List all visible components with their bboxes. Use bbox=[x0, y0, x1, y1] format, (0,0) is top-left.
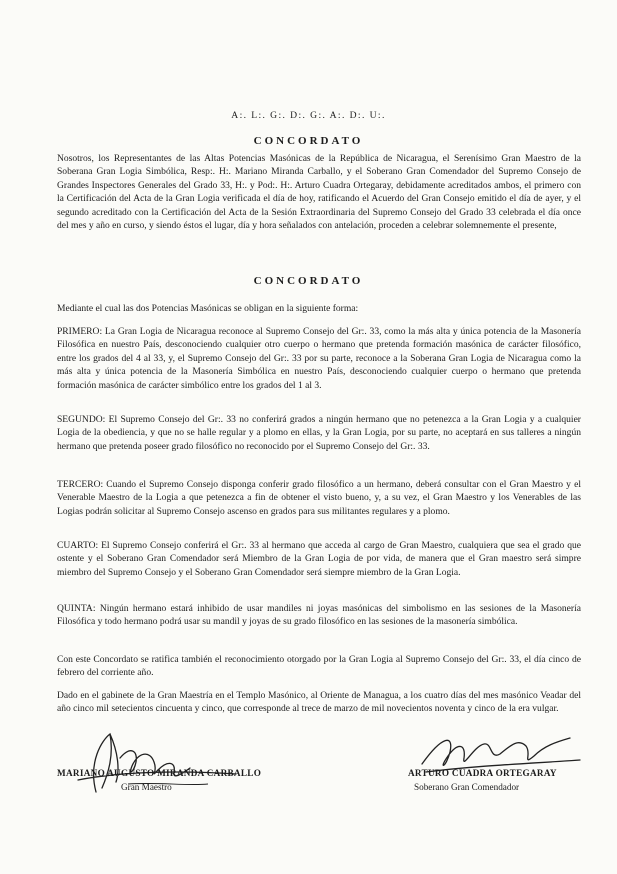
intro-paragraph: Nosotros, los Representantes de las Altas Potencias Masónicas de la República de Nicaragua, el Serenísimo Gran Maestro de la Soberana Gran Logia Simbólica, Resp:. H:. Mariano Miranda Carballo, y el Soberano Gran Comendador del Supremo Consejo de Grandes Inspectores Generales del Grado 33, H:. y Pod:. H:. Arturo Cuadra Ortegaray, debidamente acreditados ambos, el primero con la Certificación del Acta de la Gran Logia verificada el día de hoy, ratificando el Acuerdo del Gran Consejo emitido el día de ayer, y el segundo acreditado con la Certificación del Acta de la Sesión Extraordinaria del Supremo Consejo del Grado 33 celebrada el día once del mes y año en curso, y siendo éstos el lugar, día y hora señalados con antelación, proceden a celebrar solemnemente el presente, bbox=[57, 153, 581, 232]
clause-cuarto: CUARTO: El Supremo Consejo conferirá el Gr:. 33 al hermano que acceda al cargo de Gran Maestro, cualquiera que sea el grado que ostente y el Soberano Gran Comendador será Miembro de la Gran Logia de por vida, de manera que el Gran maestro será simpre miembro del Supremo Consejo y el Soberano Gran Comendador será siempre miembro de la Gran Logia. bbox=[57, 540, 581, 578]
given-at-paragraph: Dado en el gabinete de la Gran Maestría en el Templo Masónico, al Oriente de Managua, a los cuatro días del mes masónico Veadar del año cinco mil setecientos cincuenta y cinco, que corresponde al trece de marzo de mil novecientos noventa y cinco de la era vulgar. bbox=[57, 690, 581, 715]
clause-primero: PRIMERO: La Gran Logia de Nicaragua reconoce al Supremo Consejo del Gr:. 33, como la más alta y única potencia de la Masonería Filosófica en nuestro País, desconociendo cualquier otro cuerpo o hermano que pretenda formación masónica de carácter filosófico, entre los grados del 4 al 33, y, el Supremo Consejo del Gr:. 33 por su parte, reconoce a la Soberana Gran Logia de Nicaragua como la más alta y única potencia de la Masonería Simbólica en nuestro País, desconociendo cualquier cuerpo o hermano que pretenda formación masónica de carácter simbólico entre los grados del 1 al 3. bbox=[57, 326, 581, 391]
ratification-paragraph: Con este Concordato se ratifica también el reconocimiento otorgado por la Gran Logia al Supremo Consejo del Gr:. 33, el día cinco de febrero del corriente año. bbox=[57, 654, 581, 679]
signer-left-role: Gran Maestro bbox=[121, 782, 172, 792]
title-concordato-2: CONCORDATO bbox=[253, 275, 364, 287]
title-concordato-1: CONCORDATO bbox=[253, 135, 364, 147]
preamble-paragraph: Mediante el cual las dos Potencias Masónicas se obligan en la siguiente forma: bbox=[57, 303, 359, 314]
clause-segundo: SEGUNDO: El Supremo Consejo del Gr:. 33 no conferirá grados a ningún hermano que no petenezca a la Gran Logia y a cualquier Logia de la obediencia, y que no se halle regular y a plomo en ellas, y la Gran Logia, por su parte, no aceptará en sus talleres a ningún hermano que pretenda poseer grado filosófico no reconocido por el Supremo Consejo del Gr:. 33. bbox=[57, 414, 581, 452]
clause-quinta: QUINTA: Ningún hermano estará inhibido de usar mandiles ni joyas masónicas del simbolismo en las sesiones de la Masonería Filosófica y todo hermano podrá usar su mandil y joyas de su grado filosófico en las sesiones de la masonería simbólica. bbox=[57, 603, 581, 628]
signer-left-name: MARIANO AUGUSTO MIRANDA CARBALLO bbox=[57, 768, 262, 778]
masonic-header: A:. L:. G:. D:. G:. A:. D:. U:. bbox=[231, 110, 386, 121]
clause-tercero: TERCERO: Cuando el Supremo Consejo disponga conferir grado filosófico a un hermano, deberá consultar con el Gran Maestro y el Venerable Maestro de la Logia a que petenezca a fin de obtener el visto bueno, y, a su vez, el Gran Maestro y los Venerables de las Logias podrán solicitar al Supremo Consejo ascenso en grados para sus militantes regulares y a plomo. bbox=[57, 479, 581, 517]
signer-right-name: ARTURO CUADRA ORTEGARAY bbox=[408, 768, 557, 778]
signer-right-role: Soberano Gran Comendador bbox=[414, 782, 520, 792]
